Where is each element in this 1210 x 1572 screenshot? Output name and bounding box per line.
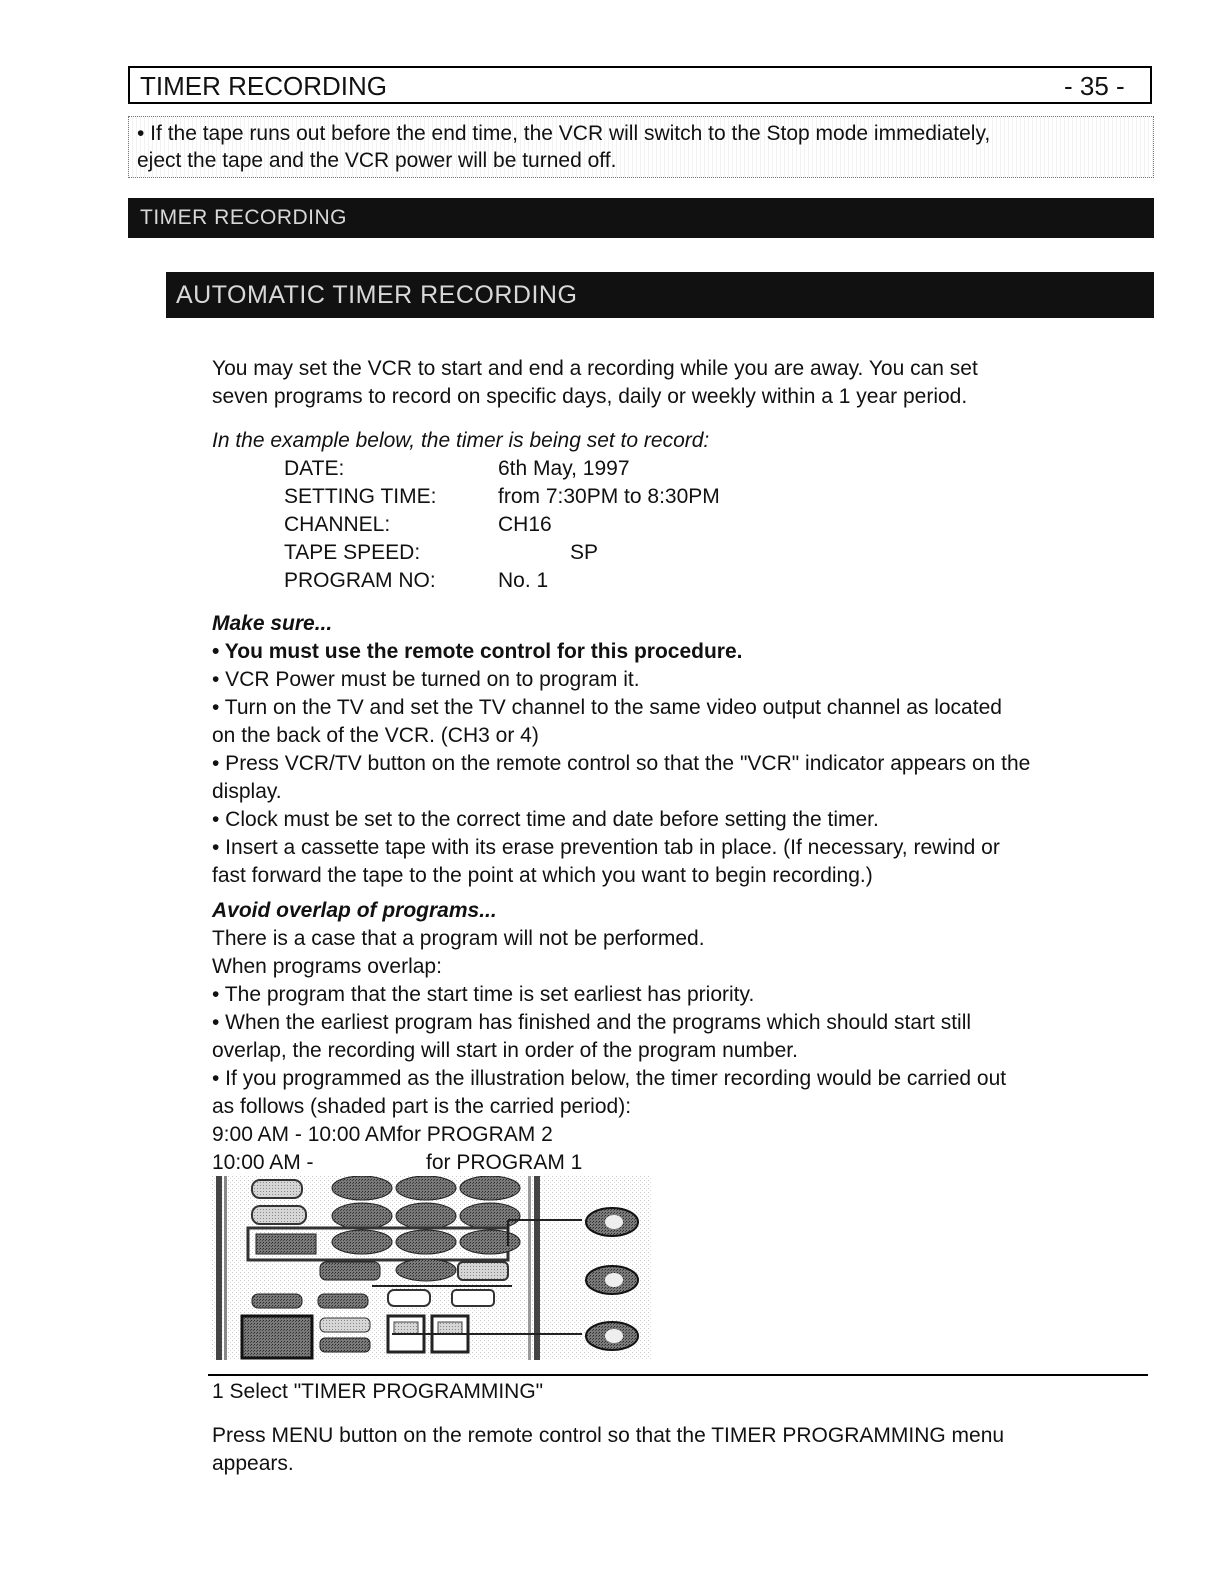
section-bar: TIMER RECORDING <box>128 198 1154 238</box>
make-sure-section <box>212 610 1152 890</box>
remote-edge-left <box>216 1176 222 1360</box>
make-sure-line: display. <box>212 780 282 803</box>
note-line-2: eject the tape and the VCR power will be turned off. <box>137 149 617 172</box>
make-sure-line: • Clock must be set to the correct time and date before setting the timer. <box>212 808 879 831</box>
example-label-date: DATE: <box>284 457 345 480</box>
example-value-channel: CH16 <box>498 513 552 536</box>
avoid-line: There is a case that a program will not be performed. <box>212 927 705 950</box>
make-sure-bold-item: • You must use the remote control for this procedure. <box>212 640 743 663</box>
header-title: TIMER RECORDING <box>140 71 387 101</box>
example-value-program: No. 1 <box>498 569 549 592</box>
avoid-line: When programs overlap: <box>212 955 442 978</box>
remote-control-illustration <box>212 1176 652 1360</box>
avoid-line: • If you programmed as the illustration below, the timer recording would be carried out <box>212 1067 1007 1090</box>
time-range: 10:00 AM - <box>212 1151 314 1174</box>
intro-paragraph <box>212 355 1152 411</box>
avoid-line: • When the earliest program has finished and the programs which should start still <box>212 1011 972 1034</box>
page-header <box>128 66 1152 104</box>
make-sure-line: • Insert a cassette tape with its erase prevention tab in place. (If necessary, rewind or <box>212 836 1000 859</box>
avoid-overlap-section <box>212 897 1152 1177</box>
remote-illustration-svg <box>212 1176 652 1360</box>
avoid-line: as follows (shaded part is the carried period): <box>212 1095 632 1118</box>
avoid-line: • The program that the start time is set earliest has priority. <box>212 983 755 1006</box>
time-program: for PROGRAM 2 <box>396 1123 553 1146</box>
time-row <box>212 1149 1152 1177</box>
note-box <box>128 116 1154 178</box>
example-caption: In the example below, the timer is being set to record: <box>212 429 710 452</box>
avoid-heading: Avoid overlap of programs... <box>212 899 497 922</box>
step1-title: 1 Select "TIMER PROGRAMMING" <box>212 1380 544 1403</box>
time-range: 9:00 AM - 10:00 AM <box>212 1123 397 1146</box>
section-divider <box>208 1374 1148 1376</box>
example-label-program: PROGRAM NO: <box>284 569 436 592</box>
example-label-time: SETTING TIME: <box>284 485 437 508</box>
intro-line-1: You may set the VCR to start and end a recording while you are away. You can set <box>212 357 978 380</box>
make-sure-line: • Turn on the TV and set the TV channel to the same video output channel as located <box>212 696 1002 719</box>
make-sure-line: on the back of the VCR. (CH3 or 4) <box>212 724 539 747</box>
example-value-speed: SP <box>570 541 599 564</box>
example-label-channel: CHANNEL: <box>284 513 391 536</box>
make-sure-heading: Make sure... <box>212 612 333 635</box>
note-line-1: • If the tape runs out before the end time, the VCR will switch to the Stop mode immediately, <box>137 122 991 145</box>
page-number: - 35 - <box>1064 71 1125 101</box>
example-value-time: from 7:30PM to 8:30PM <box>498 485 720 508</box>
remote-edge-right <box>534 1176 540 1360</box>
time-program: for PROGRAM 1 <box>426 1151 583 1174</box>
step1-line-2: appears. <box>212 1452 294 1475</box>
avoid-line: overlap, the recording will start in order of the program number. <box>212 1039 798 1062</box>
remote-large-button <box>242 1316 312 1358</box>
step1-body <box>212 1422 1152 1478</box>
step1-line-1: Press MENU button on the remote control so that the TIMER PROGRAMMING menu <box>212 1424 1005 1447</box>
example-value-date: 6th May, 1997 <box>498 457 630 480</box>
make-sure-line: fast forward the tape to the point at which you want to begin recording.) <box>212 864 873 887</box>
make-sure-line: • VCR Power must be turned on to program it. <box>212 668 640 691</box>
time-row <box>212 1121 1152 1149</box>
make-sure-line: • Press VCR/TV button on the remote control so that the "VCR" indicator appears on the <box>212 752 1031 775</box>
subsection-bar: AUTOMATIC TIMER RECORDING <box>166 272 1154 318</box>
intro-line-2: seven programs to record on specific days, daily or weekly within a 1 year period. <box>212 385 968 408</box>
example-label-speed: TAPE SPEED: <box>284 541 421 564</box>
